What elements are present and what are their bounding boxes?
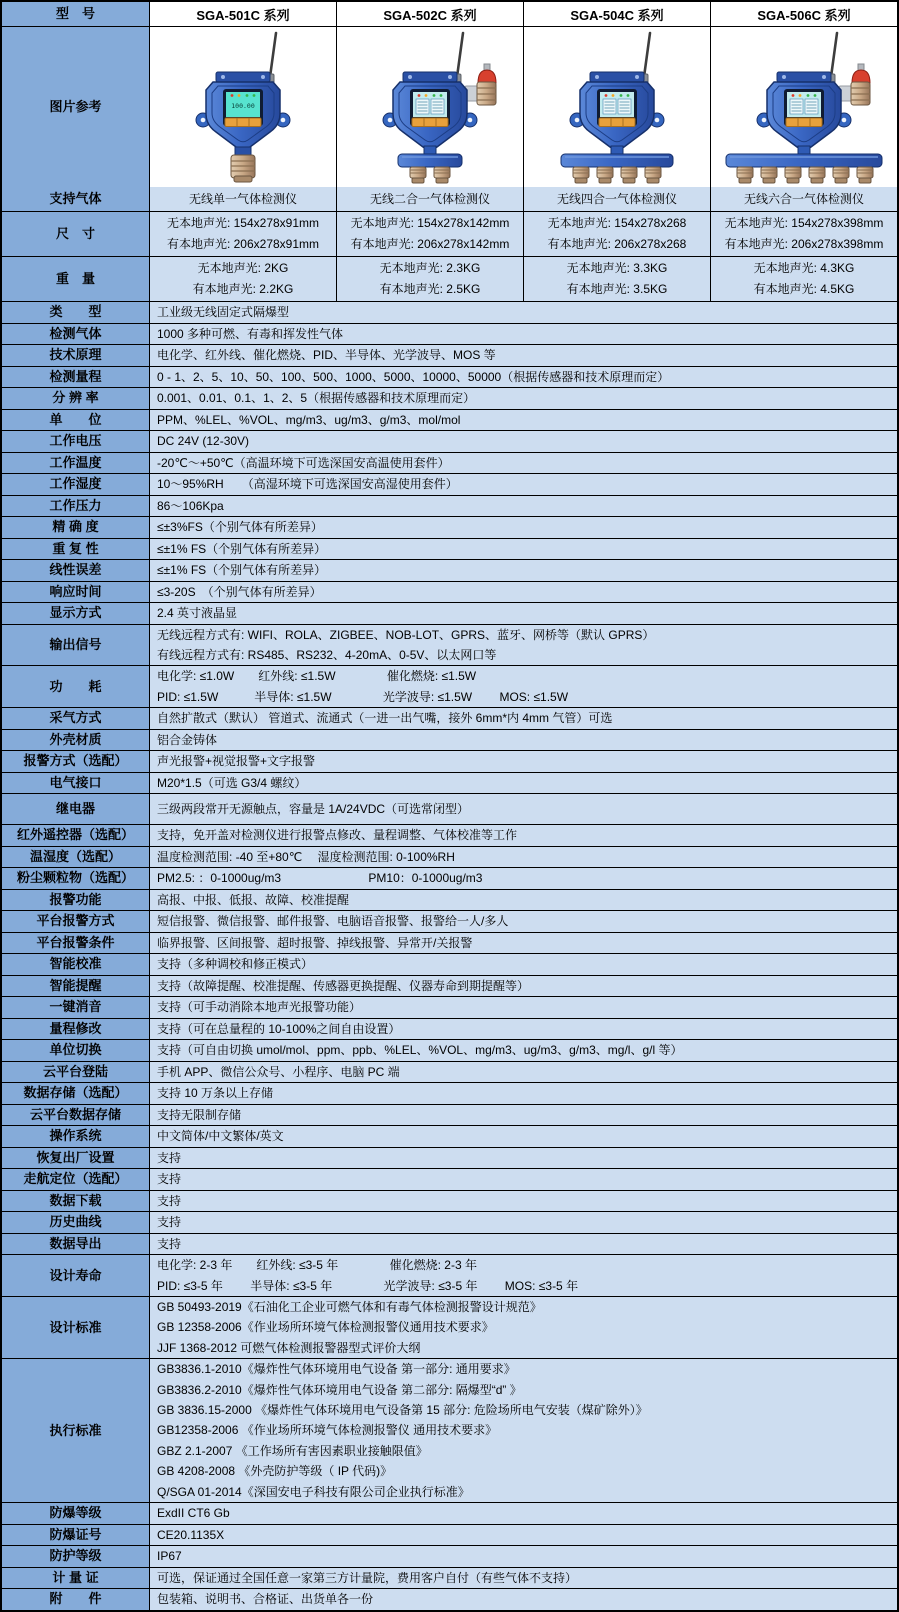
spec-value-cell	[150, 933, 897, 954]
row-label: 智能校准	[2, 954, 150, 975]
cell-line: 无本地声光: 154x278x268	[547, 216, 687, 230]
row-label: 量程修改	[2, 1019, 150, 1040]
row-label: 计 量 证	[2, 1568, 150, 1589]
row-label: 继电器	[2, 794, 150, 824]
gas-sensor-head	[573, 167, 589, 183]
table-row	[2, 387, 897, 409]
table-row	[2, 1061, 897, 1083]
gas-sensor-head	[857, 167, 873, 183]
spec-value-cell	[150, 625, 897, 666]
row-label: 云平台数据存储	[2, 1105, 150, 1126]
cell-line: 有本地声光: 206x278x91mm	[166, 237, 320, 251]
cell-line: 无线四合一气体检测仪	[556, 191, 677, 206]
spec-value-line: 温度检测范围: -40 至+80℃ 湿度检测范围: 0-100%RH	[157, 849, 455, 864]
spec-value-line: PID: ≤3-5 年 半导体: ≤3-5 年 光学波导: ≤3-5 年 MOS: ≤3-5 年	[157, 1278, 579, 1293]
row-label: 线性误差	[2, 560, 150, 581]
row-label: 温湿度（选配）	[2, 847, 150, 868]
spec-value-cell	[150, 1297, 897, 1358]
table-row	[2, 538, 897, 560]
table-row	[2, 559, 897, 581]
spec-value-line: 10～95%RH （高湿环境下可选深国安高湿使用套件）	[157, 477, 458, 492]
spec-value-cell	[150, 324, 897, 345]
table-row	[2, 1233, 897, 1255]
cell-line: 有本地声光: 206x278x142mm	[350, 237, 510, 251]
table-row	[2, 867, 897, 889]
spec-value-cell	[150, 730, 897, 751]
spec-value-line: ≤±3%FS（个别气体有所差异）	[157, 520, 323, 535]
spec-value-cell	[150, 825, 897, 846]
table-row	[2, 430, 897, 452]
table-row	[2, 624, 897, 666]
gas-sensor-head	[410, 167, 426, 183]
product-image-sga501c	[150, 27, 336, 187]
spec-value-cell	[150, 911, 897, 932]
spec-value-cell	[150, 1212, 897, 1233]
button-panel	[225, 118, 261, 127]
table-row	[2, 889, 897, 911]
cell-line: 无线单一气体检测仪	[188, 191, 297, 206]
row-label: 重 量	[2, 257, 150, 301]
table-row	[2, 1588, 897, 1610]
cell-line: 有本地声光: 3.5KG	[566, 282, 668, 296]
table-row	[2, 1358, 897, 1502]
model-value-cell	[523, 187, 710, 211]
cell-line: 无本地声光: 3.3KG	[566, 261, 668, 275]
model-value-cell	[150, 212, 336, 256]
table-row	[2, 366, 897, 388]
row-label: 外壳材质	[2, 730, 150, 751]
gas-detector-illustration	[154, 29, 332, 185]
spec-value-cell	[150, 708, 897, 729]
alarm-beacon-icon	[465, 64, 496, 105]
gas-sensor-head	[434, 167, 450, 183]
table-row	[2, 1296, 897, 1358]
spec-value-line: GB 12358-2006《作业场所环境气体检测报警仪通用技术要求》	[157, 1320, 494, 1335]
table-row	[2, 824, 897, 846]
spec-value-line: -20℃～+50℃（高温环境下可选深国安高温使用套件）	[157, 455, 450, 470]
header-model-sga504c: SGA-504C 系列	[523, 2, 710, 26]
row-label: 显示方式	[2, 603, 150, 624]
spec-value-cell	[150, 1546, 897, 1567]
spec-value-line: IP67	[157, 1549, 182, 1564]
spec-value-line: 支持无限制存储	[157, 1107, 242, 1122]
spec-value-cell	[150, 868, 897, 889]
spec-value-cell	[150, 1126, 897, 1147]
spec-value-line: 临界报警、区间报警、超时报警、掉线报警、异常开/关报警	[157, 935, 473, 950]
gas-sensor-head	[809, 167, 825, 183]
spec-value-line: 支持	[157, 1236, 182, 1251]
spec-value-cell	[150, 976, 897, 997]
spec-value-line: 三级两段常开无源触点，容量是 1A/24VDC（可选常闭型）	[157, 801, 470, 816]
table-row	[2, 301, 897, 323]
spec-value-line: GB3836.2-2010《爆炸性气体环境用电气设备 第二部分: 隔爆型“d” 》	[157, 1382, 522, 1397]
spec-value-cell	[150, 1255, 897, 1296]
table-row	[2, 1190, 897, 1212]
spec-value-line: 电化学: 2-3 年 红外线: ≤3-5 年 催化燃烧: 2-3 年	[157, 1258, 477, 1273]
product-image-sga504c	[523, 27, 710, 187]
row-label: 输出信号	[2, 625, 150, 666]
spec-value-cell	[150, 410, 897, 431]
row-label: 云平台登陆	[2, 1062, 150, 1083]
spec-value-cell	[150, 388, 897, 409]
spec-value-cell	[150, 794, 897, 824]
spec-value-line: ≤3-20S （个别气体有所差异）	[157, 584, 322, 599]
row-label: 重 复 性	[2, 539, 150, 560]
row-label: 粉尘颗粒物（选配）	[2, 868, 150, 889]
row-label: 平台报警条件	[2, 933, 150, 954]
spec-value-line: 有线远程方式有: RS485、RS232、4-20mA、0-5V、以太网口等	[157, 647, 497, 662]
spec-value-cell	[150, 1589, 897, 1610]
row-label: 数据下载	[2, 1191, 150, 1212]
cell-line: 无线二合一气体检测仪	[369, 191, 490, 206]
row-label: 平台报警方式	[2, 911, 150, 932]
spec-value-line: 86～106Kpa	[157, 498, 224, 513]
model-value-cell	[710, 257, 897, 301]
table-row	[2, 846, 897, 868]
table-row	[2, 409, 897, 431]
table-row	[2, 1524, 897, 1546]
row-label: 技术原理	[2, 345, 150, 366]
model-value-cell	[336, 257, 523, 301]
spec-value-line: GB 50493-2019《石油化工企业可燃气体和有毒气体检测报警设计规范》	[157, 1299, 542, 1314]
table-row	[2, 1082, 897, 1104]
detector-body	[757, 72, 851, 150]
row-label: 附 件	[2, 1589, 150, 1610]
row-label: 操作系统	[2, 1126, 150, 1147]
table-row	[2, 495, 897, 517]
model-value-cell	[710, 212, 897, 256]
gas-sensor-head	[833, 167, 849, 183]
row-label: 执行标准	[2, 1359, 150, 1502]
row-label: 尺 寸	[2, 212, 150, 256]
cell-line: 无线六合一气体检测仪	[743, 191, 864, 206]
spec-value-cell	[150, 431, 897, 452]
spec-value-line: 铝合金铸体	[157, 732, 218, 747]
product-image-sga502c	[336, 27, 523, 187]
spec-value-line: Q/SGA 01-2014《深国安电子科技有限公司企业执行标准》	[157, 1484, 470, 1499]
button-panel	[786, 118, 822, 127]
spec-value-line: 支持（可自由切换 umol/mol、ppm、ppb、%LEL、%VOL、mg/m3、ug/m3、g/m3、mg/l、g/l 等）	[157, 1043, 683, 1058]
model-value-cell	[336, 212, 523, 256]
cell-line: 无本地声光: 154x278x142mm	[350, 216, 510, 230]
table-row	[2, 665, 897, 707]
spec-value-cell	[150, 474, 897, 495]
table-row	[2, 1104, 897, 1126]
row-label: 防护等级	[2, 1546, 150, 1567]
cell-line: 无本地声光: 154x278x398mm	[724, 216, 884, 230]
header-model-sga506c: SGA-506C 系列	[710, 2, 897, 26]
table-row	[2, 187, 897, 211]
row-label: 工作电压	[2, 431, 150, 452]
row-label: 支持气体	[2, 187, 150, 211]
model-value-cell	[523, 257, 710, 301]
row-label: 工作湿度	[2, 474, 150, 495]
spec-value-cell	[150, 1503, 897, 1524]
row-label: 响应时间	[2, 582, 150, 603]
model-value-cell	[710, 187, 897, 211]
spec-value-cell	[150, 367, 897, 388]
table-row	[2, 581, 897, 603]
row-label: 电气接口	[2, 773, 150, 794]
spec-value-line: 0 - 1、2、5、10、50、100、500、1000、5000、10000、50000（根据传感器和技术原理而定）	[157, 369, 670, 384]
row-label: 历史曲线	[2, 1212, 150, 1233]
table-row	[2, 344, 897, 366]
spec-value-line: ≤±1% FS（个别气体有所差异）	[157, 541, 327, 556]
gas-sensor-head	[597, 167, 613, 183]
spec-value-cell	[150, 517, 897, 538]
spec-value-line: DC 24V (12-30V)	[157, 434, 250, 449]
gas-detector-illustration	[715, 29, 893, 185]
button-panel	[412, 118, 448, 127]
table-row	[2, 473, 897, 495]
model-value-cell	[336, 187, 523, 211]
spec-value-cell	[150, 1359, 897, 1502]
spec-value-line: 短信报警、微信报警、邮件报警、电脑语音报警、报警给一人/多人	[157, 914, 509, 929]
table-row	[2, 750, 897, 772]
spec-value-cell	[150, 1040, 897, 1061]
spec-value-line: GB 4208-2008 《外壳防护等级（ IP 代码)》	[157, 1464, 393, 1479]
row-label: 分 辨 率	[2, 388, 150, 409]
table-row	[2, 996, 897, 1018]
spec-value-cell	[150, 773, 897, 794]
spec-value-line: GB 3836.15-2000 《爆炸性气体环境用电气设备第 15 部分: 危险场所电气安装（煤矿除外）》	[157, 1402, 648, 1417]
spec-value-cell	[150, 1568, 897, 1589]
table-row	[2, 1125, 897, 1147]
row-label: 功 耗	[2, 666, 150, 707]
row-label: 走航定位（选配）	[2, 1169, 150, 1190]
row-label: 数据存储（选配）	[2, 1083, 150, 1104]
gas-detector-illustration	[341, 29, 519, 185]
spec-value-cell	[150, 560, 897, 581]
spec-value-cell	[150, 582, 897, 603]
row-label: 精 确 度	[2, 517, 150, 538]
row-label: 恢复出厂设置	[2, 1148, 150, 1169]
table-row	[2, 932, 897, 954]
spec-value-line: 电化学: ≤1.0W 红外线: ≤1.5W 催化燃烧: ≤1.5W	[157, 669, 477, 684]
spec-value-cell	[150, 302, 897, 323]
cell-line: 有本地声光: 206x278x268	[547, 237, 687, 251]
gas-sensor-head	[231, 155, 255, 182]
row-label: 检测气体	[2, 324, 150, 345]
cell-line: 无本地声光: 4.3KG	[753, 261, 855, 275]
spec-value-cell	[150, 345, 897, 366]
cell-line: 有本地声光: 2.2KG	[192, 282, 294, 296]
cell-line: 有本地声光: 206x278x398mm	[724, 237, 884, 251]
row-label: 一键消音	[2, 997, 150, 1018]
row-label: 红外遥控器（选配）	[2, 825, 150, 846]
spec-value-cell	[150, 496, 897, 517]
spec-value-line: M20*1.5（可选 G3/4 螺纹）	[157, 775, 307, 790]
row-label: 检测量程	[2, 367, 150, 388]
spec-value-cell	[150, 1019, 897, 1040]
gas-sensor-head	[621, 167, 637, 183]
spec-value-cell	[150, 954, 897, 975]
row-label: 类 型	[2, 302, 150, 323]
spec-value-cell	[150, 1062, 897, 1083]
table-row	[2, 1168, 897, 1190]
spec-value-line: CE20.1135X	[157, 1527, 225, 1542]
spec-value-cell	[150, 1525, 897, 1546]
row-label: 设计标准	[2, 1297, 150, 1358]
spec-value-line: 工业级无线固定式隔爆型	[157, 305, 290, 320]
table-row	[2, 1147, 897, 1169]
spec-value-line: 手机 APP、微信公众号、小程序、电脑 PC 端	[157, 1064, 400, 1079]
row-label: 单 位	[2, 410, 150, 431]
gas-sensor-head	[761, 167, 777, 183]
spec-value-cell	[150, 751, 897, 772]
table-row	[2, 1211, 897, 1233]
table-row	[2, 1018, 897, 1040]
spec-value-line: 支持（故障提醒、校准提醒、传感器更换提醒、仪器寿命到期提醒等）	[157, 978, 530, 993]
button-panel	[599, 118, 635, 127]
table-row	[2, 256, 897, 301]
table-row	[2, 772, 897, 794]
table-row	[2, 910, 897, 932]
row-label: 防爆证号	[2, 1525, 150, 1546]
header-model-sga501c: SGA-501C 系列	[150, 2, 336, 26]
table-row	[2, 1567, 897, 1589]
spec-value-line: ≤±1% FS（个别气体有所差异）	[157, 563, 327, 578]
spec-value-line: 0.001、0.01、0.1、1、2、5（根据传感器和技术原理而定）	[157, 391, 476, 406]
row-label: 报警方式（选配）	[2, 751, 150, 772]
detector-body	[383, 72, 477, 150]
spec-value-line: PM2.5: ：0-1000ug/m3 PM10：0-1000ug/m3	[157, 871, 483, 886]
spec-value-line: ExdII CT6 Gb	[157, 1506, 230, 1521]
table-row	[2, 707, 897, 729]
spec-value-line: 自然扩散式（默认） 管道式、流通式（一进一出气嘴，接外 6mm*内 4mm 气管）可选	[157, 711, 613, 726]
spec-value-line: 包装箱、说明书、合格证、出货单各一份	[157, 1592, 374, 1607]
spec-value-cell	[150, 603, 897, 624]
row-label: 采气方式	[2, 708, 150, 729]
header-model-sga502c: SGA-502C 系列	[336, 2, 523, 26]
spec-value-line: 支持	[157, 1193, 182, 1208]
table-row	[2, 1039, 897, 1061]
model-value-cell	[523, 212, 710, 256]
table-row	[2, 1545, 897, 1567]
spec-value-cell	[150, 1148, 897, 1169]
spec-value-line: GB3836.1-2010《爆炸性气体环境用电气设备 第一部分: 通用要求》	[157, 1362, 516, 1377]
spec-value-line: GB12358-2006 《作业场所环境气体检测报警仪 通用技术要求》	[157, 1423, 498, 1438]
image-row-label: 图片参考	[2, 27, 150, 187]
table-row	[2, 211, 897, 256]
spec-value-cell	[150, 539, 897, 560]
spec-value-cell	[150, 1169, 897, 1190]
spec-value-line: 中文简体/中文繁体/英文	[157, 1129, 284, 1144]
spec-value-cell	[150, 1234, 897, 1255]
spec-value-cell	[150, 1083, 897, 1104]
spec-value-line: 无线远程方式有: WIFI、ROLA、ZIGBEE、NOB-LOT、GPRS、蓝牙、网桥等（默认 GPRS）	[157, 627, 655, 642]
table-row	[2, 1254, 897, 1296]
row-label: 数据导出	[2, 1234, 150, 1255]
spec-value-cell	[150, 1105, 897, 1126]
detector-body	[570, 72, 664, 150]
spec-value-line: 可选，保证通过全国任意一家第三方计量院，费用客户自付（有些气体不支持）	[157, 1570, 578, 1585]
spec-value-cell	[150, 666, 897, 707]
row-label: 工作温度	[2, 453, 150, 474]
table-row	[2, 953, 897, 975]
spec-value-line: 1000 多种可燃、有毒和挥发性气体	[157, 326, 344, 341]
row-label: 单位切换	[2, 1040, 150, 1061]
cell-line: 无本地声光: 2.3KG	[379, 261, 481, 275]
product-image-sga506c	[710, 27, 897, 187]
spec-value-line: 声光报警+视觉报警+文字报警	[157, 754, 316, 769]
spec-value-cell	[150, 453, 897, 474]
table-row	[2, 793, 897, 824]
spec-value-line: 支持，免开盖对检测仪进行报警点修改、量程调整、气体校准等工作	[157, 828, 518, 843]
cell-line: 有本地声光: 2.5KG	[379, 282, 481, 296]
row-label: 智能提醒	[2, 976, 150, 997]
row-label: 工作压力	[2, 496, 150, 517]
table-row	[2, 729, 897, 751]
model-value-cell	[150, 257, 336, 301]
spec-value-line: 支持（多种调校和修正模式）	[157, 957, 314, 972]
table-header-row	[2, 2, 897, 26]
image-reference-row	[2, 26, 897, 187]
sensor-manifold	[398, 154, 462, 167]
cell-line: 有本地声光: 4.5KG	[753, 282, 855, 296]
alarm-beacon-icon	[839, 64, 870, 105]
model-value-cell	[150, 187, 336, 211]
table-row	[2, 323, 897, 345]
spec-value-line: 高报、中报、低报、故障、校准提醒	[157, 892, 350, 907]
row-label: 报警功能	[2, 890, 150, 911]
gas-sensor-head	[737, 167, 753, 183]
cell-line: 无本地声光: 154x278x91mm	[166, 216, 320, 230]
row-label: 设计寿命	[2, 1255, 150, 1296]
spec-value-line: 支持	[157, 1215, 182, 1230]
spec-value-line: 2.4 英寸液晶显	[157, 606, 238, 621]
table-row	[2, 516, 897, 538]
spec-value-line: JJF 1368-2012 可燃气体检测报警器型式评价大纲	[157, 1340, 421, 1355]
gas-detector-illustration	[528, 29, 706, 185]
spec-value-line: PPM、%LEL、%VOL、mg/m3、ug/m3、g/m3、mol/mol	[157, 412, 461, 427]
table-row	[2, 602, 897, 624]
header-label-model: 型 号	[2, 2, 150, 26]
spec-value-line: PID: ≤1.5W 半导体: ≤1.5W 光学波导: ≤1.5W MOS: ≤1.5W	[157, 689, 569, 704]
table-row	[2, 1502, 897, 1524]
spec-rows-container	[2, 187, 897, 1610]
spec-value-line: 电化学、红外线、催化燃烧、PID、半导体、光学波导、MOS 等	[157, 348, 496, 363]
detector-body	[196, 72, 290, 150]
spec-value-cell	[150, 890, 897, 911]
cell-line: 无本地声光: 2KG	[197, 261, 289, 275]
spec-value-line: GBZ 2.1-2007 《工作场所有害因素职业接触限值》	[157, 1443, 428, 1458]
row-label: 防爆等级	[2, 1503, 150, 1524]
spec-value-cell	[150, 997, 897, 1018]
sensor-manifold	[561, 154, 673, 167]
spec-value-line: 支持 10 万条以上存储	[157, 1086, 274, 1101]
spec-value-line: 支持	[157, 1150, 182, 1165]
spec-value-cell	[150, 847, 897, 868]
spec-value-line: 支持	[157, 1172, 182, 1187]
screen-reading: 100.00	[231, 102, 255, 110]
sensor-manifold	[726, 154, 882, 167]
spec-value-cell	[150, 1191, 897, 1212]
table-row	[2, 975, 897, 997]
gas-sensor-head	[645, 167, 661, 183]
spec-value-line: 支持（可在总量程的 10-100%之间自由设置）	[157, 1021, 401, 1036]
table-row	[2, 452, 897, 474]
gas-sensor-head	[785, 167, 801, 183]
spec-value-line: 支持（可手动消除本地声光报警功能）	[157, 1000, 362, 1015]
